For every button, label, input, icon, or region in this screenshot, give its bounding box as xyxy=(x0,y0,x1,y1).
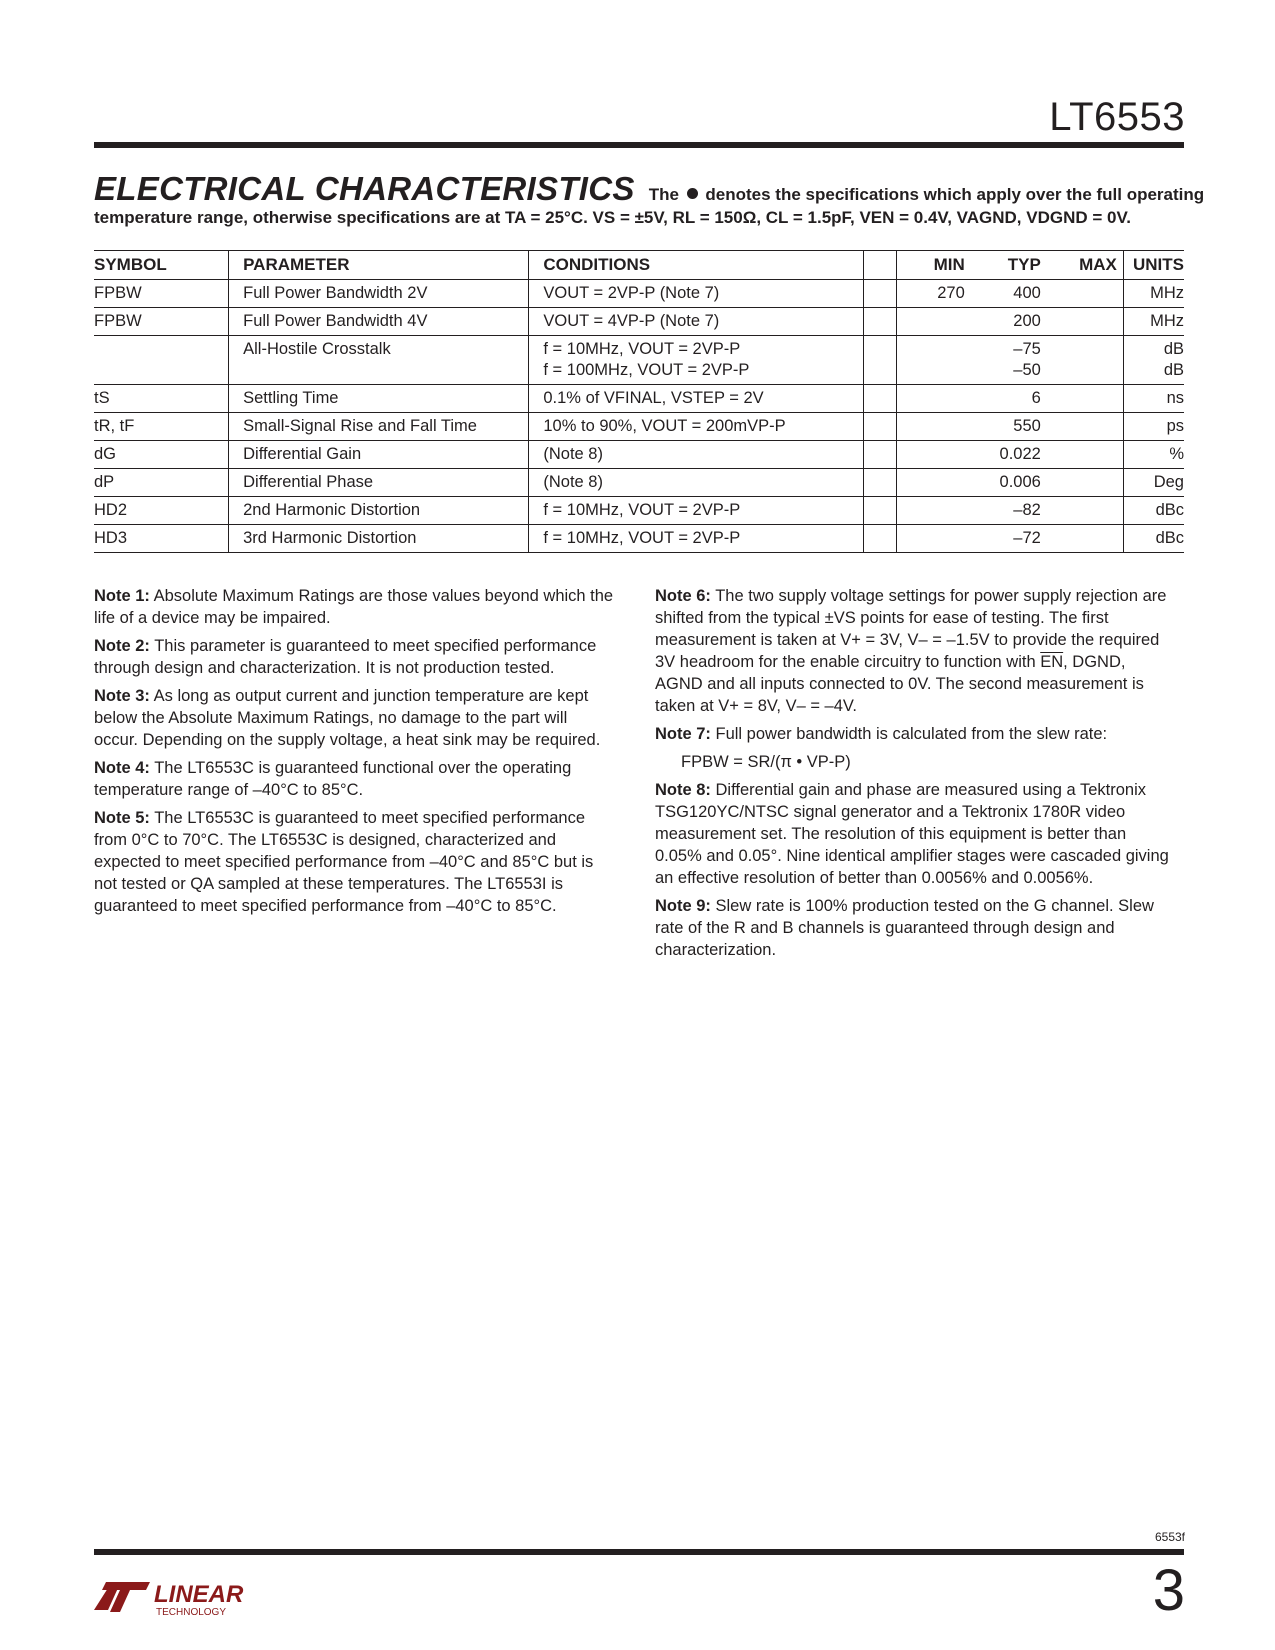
cell-max xyxy=(1047,525,1124,553)
intro-part1: The xyxy=(648,185,679,204)
header-conditions: CONDITIONS xyxy=(529,251,863,280)
electrical-characteristics-table xyxy=(94,250,1184,553)
cell-conditions xyxy=(529,280,863,308)
cell-units xyxy=(1123,308,1184,336)
cell-symbol xyxy=(94,336,229,385)
cell-conditions xyxy=(529,525,863,553)
note-7-formula: FPBW = SR/(π • VP-P) xyxy=(681,753,851,771)
cell-max xyxy=(1047,441,1124,469)
section-title: ELECTRICAL CHARACTERISTICS xyxy=(94,170,635,207)
header-typ: TYP xyxy=(971,251,1047,280)
table-row xyxy=(94,308,1184,336)
cell-conditions-text: (Note 8) xyxy=(543,473,603,491)
logo-sub: TECHNOLOGY xyxy=(156,1607,227,1618)
cell-parameter-text: Full Power Bandwidth 4V xyxy=(243,312,428,330)
cell-units xyxy=(1123,469,1184,497)
cell-typ xyxy=(971,413,1047,441)
cell-min xyxy=(896,280,971,308)
cell-typ xyxy=(971,280,1047,308)
cell-units-text: ps xyxy=(1166,417,1184,435)
table-row xyxy=(94,385,1184,413)
bottom-rule xyxy=(94,1549,1184,1555)
cell-typ xyxy=(971,336,1047,385)
cell-units-text: dBc xyxy=(1155,529,1184,547)
cell-symbol xyxy=(94,308,229,336)
notes-right-column xyxy=(655,585,1175,967)
cell-min xyxy=(896,413,971,441)
table-row xyxy=(94,441,1184,469)
header-min: MIN xyxy=(896,251,971,280)
notes-left-column xyxy=(94,585,614,923)
cell-typ-text: 0.006 xyxy=(999,473,1041,491)
cell-typ-text: 200 xyxy=(1013,312,1041,330)
cell-symbol-text: tS xyxy=(94,389,110,407)
cell-dot xyxy=(863,441,896,469)
cell-typ-text: 0.022 xyxy=(999,445,1041,463)
cell-dot xyxy=(863,469,896,497)
table-row xyxy=(94,280,1184,308)
cell-symbol xyxy=(94,413,229,441)
table-row xyxy=(94,525,1184,553)
cell-units-text-2: dB xyxy=(1163,361,1184,379)
cell-symbol xyxy=(94,280,229,308)
cell-min xyxy=(896,336,971,385)
cell-parameter xyxy=(229,413,529,441)
cell-dot xyxy=(863,308,896,336)
intro-part2: denotes the specifications which apply over the full operating xyxy=(705,185,1205,204)
cell-dot xyxy=(863,280,896,308)
cell-conditions xyxy=(529,336,863,385)
cell-min xyxy=(896,308,971,336)
cell-min-text: 270 xyxy=(937,284,965,302)
cell-symbol-text: dP xyxy=(94,473,115,491)
cell-symbol-text: FPBW xyxy=(94,284,142,302)
cell-conditions-text: VOUT = 2VP-P (Note 7) xyxy=(543,284,720,302)
cell-units-text: ns xyxy=(1166,389,1184,407)
cell-units xyxy=(1123,413,1184,441)
cell-typ xyxy=(971,469,1047,497)
cell-max xyxy=(1047,336,1124,385)
cell-parameter-text: Settling Time xyxy=(243,389,339,407)
cell-units-text: dBc xyxy=(1155,501,1184,519)
header-parameter: PARAMETER xyxy=(229,251,529,280)
cell-conditions-text-2: f = 100MHz, VOUT = 2VP-P xyxy=(543,361,750,379)
note-8: Note 8: Differential gain and phase are measured using a Tektronix TSG120YC/NTSC signal generator and a Tektronix 1780R video measurement set. The resolution of this equipment is better than 0.05% and 0.05°. Nine identical amplifier stages were cascaded giving an effective resolution of better than 0.0056% and 0.0056%. xyxy=(655,781,1169,887)
cell-conditions xyxy=(529,441,863,469)
cell-min xyxy=(896,385,971,413)
cell-symbol xyxy=(94,441,229,469)
cell-max xyxy=(1047,280,1124,308)
cell-dot xyxy=(863,336,896,385)
cell-parameter-text: 2nd Harmonic Distortion xyxy=(243,501,421,519)
cell-parameter xyxy=(229,280,529,308)
cell-units xyxy=(1123,385,1184,413)
cell-parameter xyxy=(229,385,529,413)
cell-typ-text: –75 xyxy=(1013,340,1041,358)
cell-symbol xyxy=(94,497,229,525)
cell-conditions-text: f = 10MHz, VOUT = 2VP-P xyxy=(543,340,741,358)
cell-dot xyxy=(863,413,896,441)
section-heading xyxy=(94,170,1205,208)
note-3: Note 3: As long as output current and junction temperature are kept below the Absolute Maximum Ratings, no damage to the part will occur. Depending on the supply voltage, a heat sink may be required. xyxy=(94,687,601,749)
top-rule xyxy=(94,142,1184,148)
cell-symbol-text: HD2 xyxy=(94,501,128,519)
table-row xyxy=(94,413,1184,441)
cell-units xyxy=(1123,525,1184,553)
cell-typ xyxy=(971,441,1047,469)
cell-parameter-text: Differential Gain xyxy=(243,445,362,463)
cell-symbol-text: tR, tF xyxy=(94,417,135,435)
cell-parameter-text: All-Hostile Crosstalk xyxy=(243,340,391,358)
cell-typ-text: 550 xyxy=(1013,417,1041,435)
cell-typ-text-2: –50 xyxy=(1013,361,1041,379)
cell-conditions-text: 0.1% of VFINAL, VSTEP = 2V xyxy=(543,389,764,407)
cell-symbol-text: HD3 xyxy=(94,529,128,547)
cell-conditions xyxy=(529,497,863,525)
cell-conditions-text: 10% to 90%, VOUT = 200mVP-P xyxy=(543,417,786,435)
cell-units xyxy=(1123,336,1184,385)
cell-units-text: Deg xyxy=(1153,473,1184,491)
note-1: Note 1: Absolute Maximum Ratings are those values beyond which the life of a device may be impaired. xyxy=(94,587,614,627)
cell-dot xyxy=(863,497,896,525)
cell-conditions xyxy=(529,385,863,413)
cell-units-text: MHz xyxy=(1150,312,1184,330)
header-units: UNITS xyxy=(1123,251,1184,280)
cell-symbol-text: FPBW xyxy=(94,312,142,330)
cell-conditions xyxy=(529,413,863,441)
cell-parameter xyxy=(229,497,529,525)
intro-text xyxy=(649,185,1204,204)
cell-max xyxy=(1047,497,1124,525)
cell-units-text: dB xyxy=(1163,340,1184,358)
table-header-row xyxy=(94,251,1184,280)
cell-conditions xyxy=(529,308,863,336)
linear-technology-logo xyxy=(92,1572,262,1620)
header-max: MAX xyxy=(1047,251,1124,280)
cell-units xyxy=(1123,441,1184,469)
note-5: Note 5: The LT6553C is guaranteed to meet specified performance from 0°C to 70°C. The LT6553C is designed, characterized and expected to meet specified performance from –40°C and 85°C but is not tested or QA sampled at these temperatures. The LT6553I is guaranteed to meet specified performance from –40°C to 85°C. xyxy=(94,809,594,915)
cell-min xyxy=(896,469,971,497)
header-bullet-col xyxy=(863,251,896,280)
cell-typ-text: –82 xyxy=(1013,501,1041,519)
cell-units xyxy=(1123,497,1184,525)
cell-typ-text: 400 xyxy=(1013,284,1041,302)
cell-conditions-text: VOUT = 4VP-P (Note 7) xyxy=(543,312,720,330)
header-symbol: SYMBOL xyxy=(94,251,229,280)
intro-conditions: temperature range, otherwise specifications are at TA = 25°C. VS = ±5V, RL = 150Ω, CL = 1.5pF, VEN = 0.4V, VAGND, VDGND = 0V. xyxy=(94,208,1131,227)
cell-parameter xyxy=(229,469,529,497)
cell-max xyxy=(1047,308,1124,336)
cell-min xyxy=(896,497,971,525)
cell-symbol xyxy=(94,469,229,497)
cell-conditions-text: f = 10MHz, VOUT = 2VP-P xyxy=(543,529,741,547)
table-row xyxy=(94,497,1184,525)
cell-typ xyxy=(971,525,1047,553)
cell-dot xyxy=(863,385,896,413)
cell-min xyxy=(896,441,971,469)
cell-max xyxy=(1047,413,1124,441)
cell-units-text: MHz xyxy=(1150,284,1184,302)
cell-typ xyxy=(971,385,1047,413)
cell-units-text: % xyxy=(1169,445,1184,463)
table-row xyxy=(94,469,1184,497)
cell-typ-text: 6 xyxy=(1031,389,1041,407)
cell-dot xyxy=(863,525,896,553)
cell-parameter-text: 3rd Harmonic Distortion xyxy=(243,529,417,547)
document-code: 6553f xyxy=(1154,1530,1185,1544)
note-9: Note 9: Slew rate is 100% production tested on the G channel. Slew rate of the R and B channels is guaranteed through design and characterization. xyxy=(655,897,1154,959)
bullet-icon xyxy=(687,188,698,199)
note-6: Note 6: The two supply voltage settings for power supply rejection are shifted from the typical ±VS points for ease of testing. The first measurement is taken at V+ = 3V, V– = –1.5V to provide the required 3V headroom for the enable circuitry to function with $\overline{EN}$, DGND, AGND and all inputs connected to 0V. The second measurement is taken at V+ = 8V, V– = –4V. xyxy=(655,587,1167,715)
cell-conditions xyxy=(529,469,863,497)
part-number: LT6553 xyxy=(1049,95,1185,139)
cell-conditions-text: (Note 8) xyxy=(543,445,603,463)
note-7: Note 7: Full power bandwidth is calculated from the slew rate: xyxy=(655,725,1108,743)
note-4: Note 4: The LT6553C is guaranteed functional over the operating temperature range of –40°C to 85°C. xyxy=(94,759,572,799)
cell-typ xyxy=(971,497,1047,525)
cell-conditions-text: f = 10MHz, VOUT = 2VP-P xyxy=(543,501,741,519)
cell-max xyxy=(1047,385,1124,413)
page-number: 3 xyxy=(1152,1558,1185,1623)
cell-parameter-text: Full Power Bandwidth 2V xyxy=(243,284,428,302)
cell-parameter xyxy=(229,336,529,385)
cell-parameter xyxy=(229,308,529,336)
logo-word: LINEAR xyxy=(154,1581,244,1608)
cell-symbol-text: dG xyxy=(94,445,117,463)
cell-units xyxy=(1123,280,1184,308)
cell-symbol xyxy=(94,525,229,553)
cell-parameter xyxy=(229,441,529,469)
cell-symbol xyxy=(94,385,229,413)
cell-min xyxy=(896,525,971,553)
cell-typ-text: –72 xyxy=(1013,529,1041,547)
cell-typ xyxy=(971,308,1047,336)
note-2: Note 2: This parameter is guaranteed to meet specified performance through design and characterization. It is not production tested. xyxy=(94,637,597,677)
cell-max xyxy=(1047,469,1124,497)
cell-parameter-text: Small-Signal Rise and Fall Time xyxy=(243,417,477,435)
cell-parameter-text: Differential Phase xyxy=(243,473,374,491)
cell-parameter xyxy=(229,525,529,553)
table-row xyxy=(94,336,1184,385)
